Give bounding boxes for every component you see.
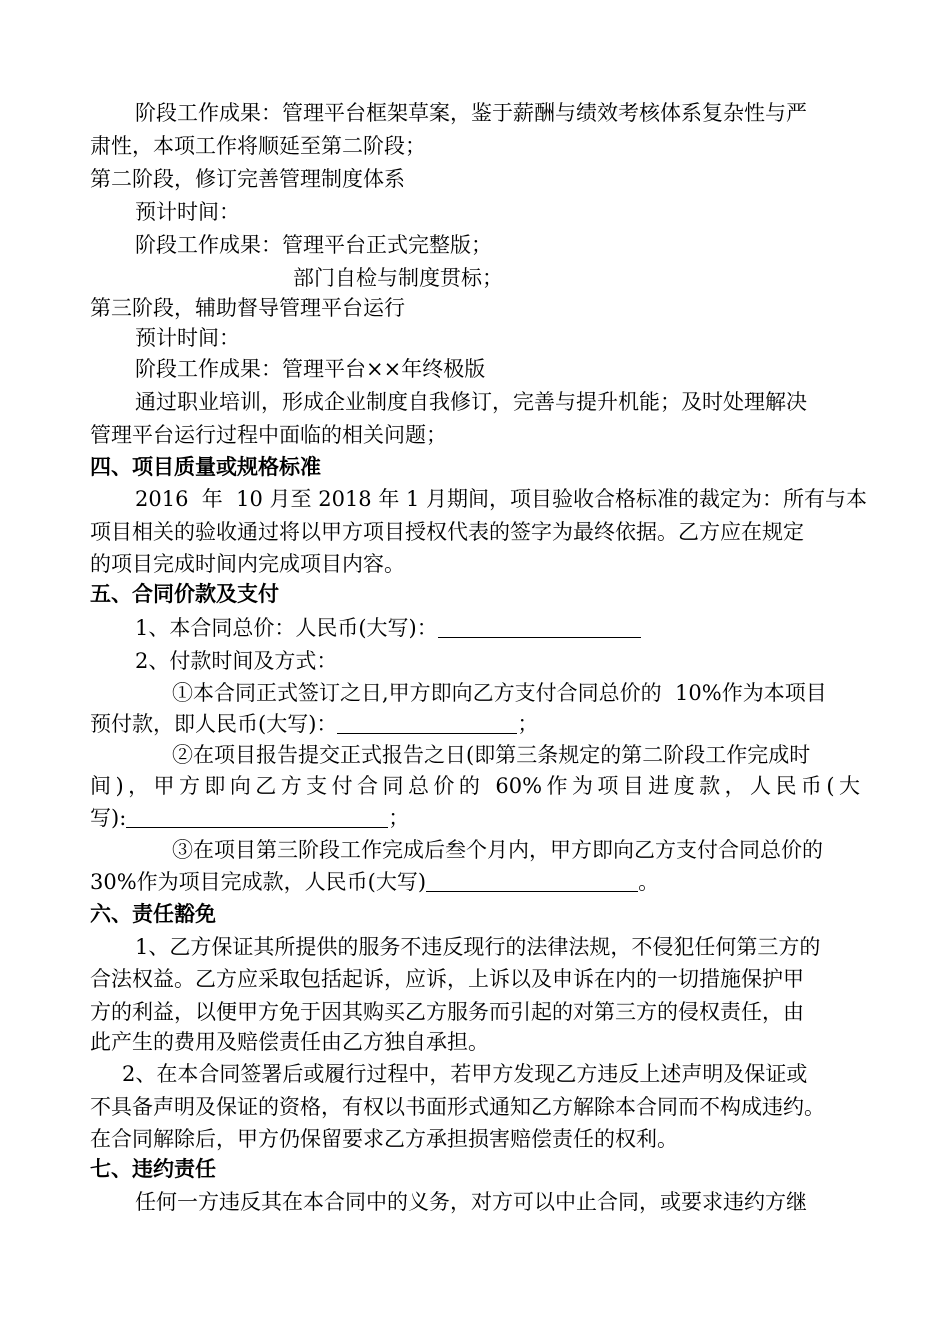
paragraph-line: 1、乙方保证其所提供的服务不违反现行的法律法规，不侵犯任何第三方的 — [135, 935, 821, 959]
paragraph-line: 在合同解除后，甲方仍保留要求乙方承担损害赔偿责任的权利。 — [90, 1127, 678, 1151]
completion-payment-end: 。 — [638, 870, 660, 894]
progress-payment-label: 写): — [90, 806, 127, 830]
paragraph-line: 阶段工作成果：管理平台××年终极版 — [135, 357, 486, 381]
progress-payment-end: ； — [388, 806, 410, 830]
progress-payment-line — [90, 802, 409, 834]
stage-heading: 第二阶段，修订完善管理制度体系 — [90, 167, 405, 191]
paragraph-line: 阶段工作成果：管理平台正式完整版； — [135, 233, 492, 257]
prepayment-label: 预付款，即人民币(大写)： — [90, 712, 338, 736]
paragraph-line: 阶段工作成果：管理平台框架草案，鉴于薪酬与绩效考核体系复杂性与严 — [135, 101, 807, 125]
paragraph-line: 管理平台运行过程中面临的相关问题； — [90, 423, 447, 447]
paragraph-line: 不具备声明及保证的资格，有权以书面形式通知乙方解除本合同而不构成违约。 — [90, 1095, 825, 1119]
total-price-label: 1、本合同总价：人民币(大写)： — [135, 616, 438, 640]
paragraph-line: ②在项目报告提交正式报告之日(即第三条规定的第二阶段工作完成时 — [172, 743, 811, 767]
paragraph-line: ①本合同正式签订之日,甲方即向乙方支付合同总价的 10%作为本项目 — [172, 681, 827, 705]
prepayment-blank — [337, 713, 517, 734]
paragraph-line: 2、在本合同签署后或履行过程中，若甲方发现乙方违反上述声明及保证或 — [122, 1062, 808, 1086]
paragraph-line: 此产生的费用及赔偿责任由乙方独自承担。 — [90, 1030, 489, 1054]
paragraph-line: 预计时间： — [135, 326, 240, 350]
paragraph-line: 2、付款时间及方式： — [135, 649, 338, 673]
paragraph-line: 2016 年 10 月至 2018 年 1 月期间，项目验收合格标准的裁定为：所有与本 — [135, 487, 868, 511]
stage-heading: 第三阶段，辅助督导管理平台运行 — [90, 296, 405, 320]
paragraph-line: 的项目完成时间内完成项目内容。 — [90, 552, 405, 576]
total-price-blank — [438, 617, 641, 638]
paragraph-line: 合法权益。乙方应采取包括起诉，应诉，上诉以及申诉在内的一切措施保护甲 — [90, 967, 804, 991]
paragraph-line: 方的利益，以便甲方免于因其购买乙方服务而引起的对第三方的侵权责任，由 — [90, 1000, 804, 1024]
completion-payment-label: 30%作为项目完成款，人民币(大写) — [90, 870, 427, 894]
prepayment-line — [90, 708, 538, 740]
total-price-line — [135, 612, 641, 644]
section-heading-6: 六、责任豁免 — [90, 902, 216, 926]
section-heading-4: 四、项目质量或规格标准 — [90, 455, 321, 479]
paragraph-line: 部门自检与制度贯标； — [293, 266, 503, 290]
paragraph-line: ③在项目第三阶段工作完成后叁个月内，甲方即向乙方支付合同总价的 — [172, 838, 823, 862]
section-heading-7: 七、违约责任 — [90, 1157, 216, 1181]
completion-payment-blank — [426, 871, 638, 892]
prepayment-end: ； — [517, 712, 539, 736]
progress-payment-blank — [126, 807, 388, 828]
paragraph-line: 肃性，本项工作将顺延至第二阶段； — [90, 134, 426, 158]
paragraph-line: 项目相关的验收通过将以甲方项目授权代表的签字为最终依据。乙方应在规定 — [90, 520, 804, 544]
section-heading-5: 五、合同价款及支付 — [90, 582, 279, 606]
paragraph-line: 预计时间： — [135, 200, 240, 224]
paragraph-line: 任何一方违反其在本合同中的义务，对方可以中止合同，或要求违约方继 — [135, 1190, 807, 1214]
paragraph-line: 间)，甲方即向乙方支付合同总价的 60%作为项目进度款，人民币(大 — [90, 774, 860, 798]
paragraph-line: 通过职业培训，形成企业制度自我修订，完善与提升机能；及时处理解决 — [135, 390, 807, 414]
completion-payment-line — [90, 866, 659, 898]
